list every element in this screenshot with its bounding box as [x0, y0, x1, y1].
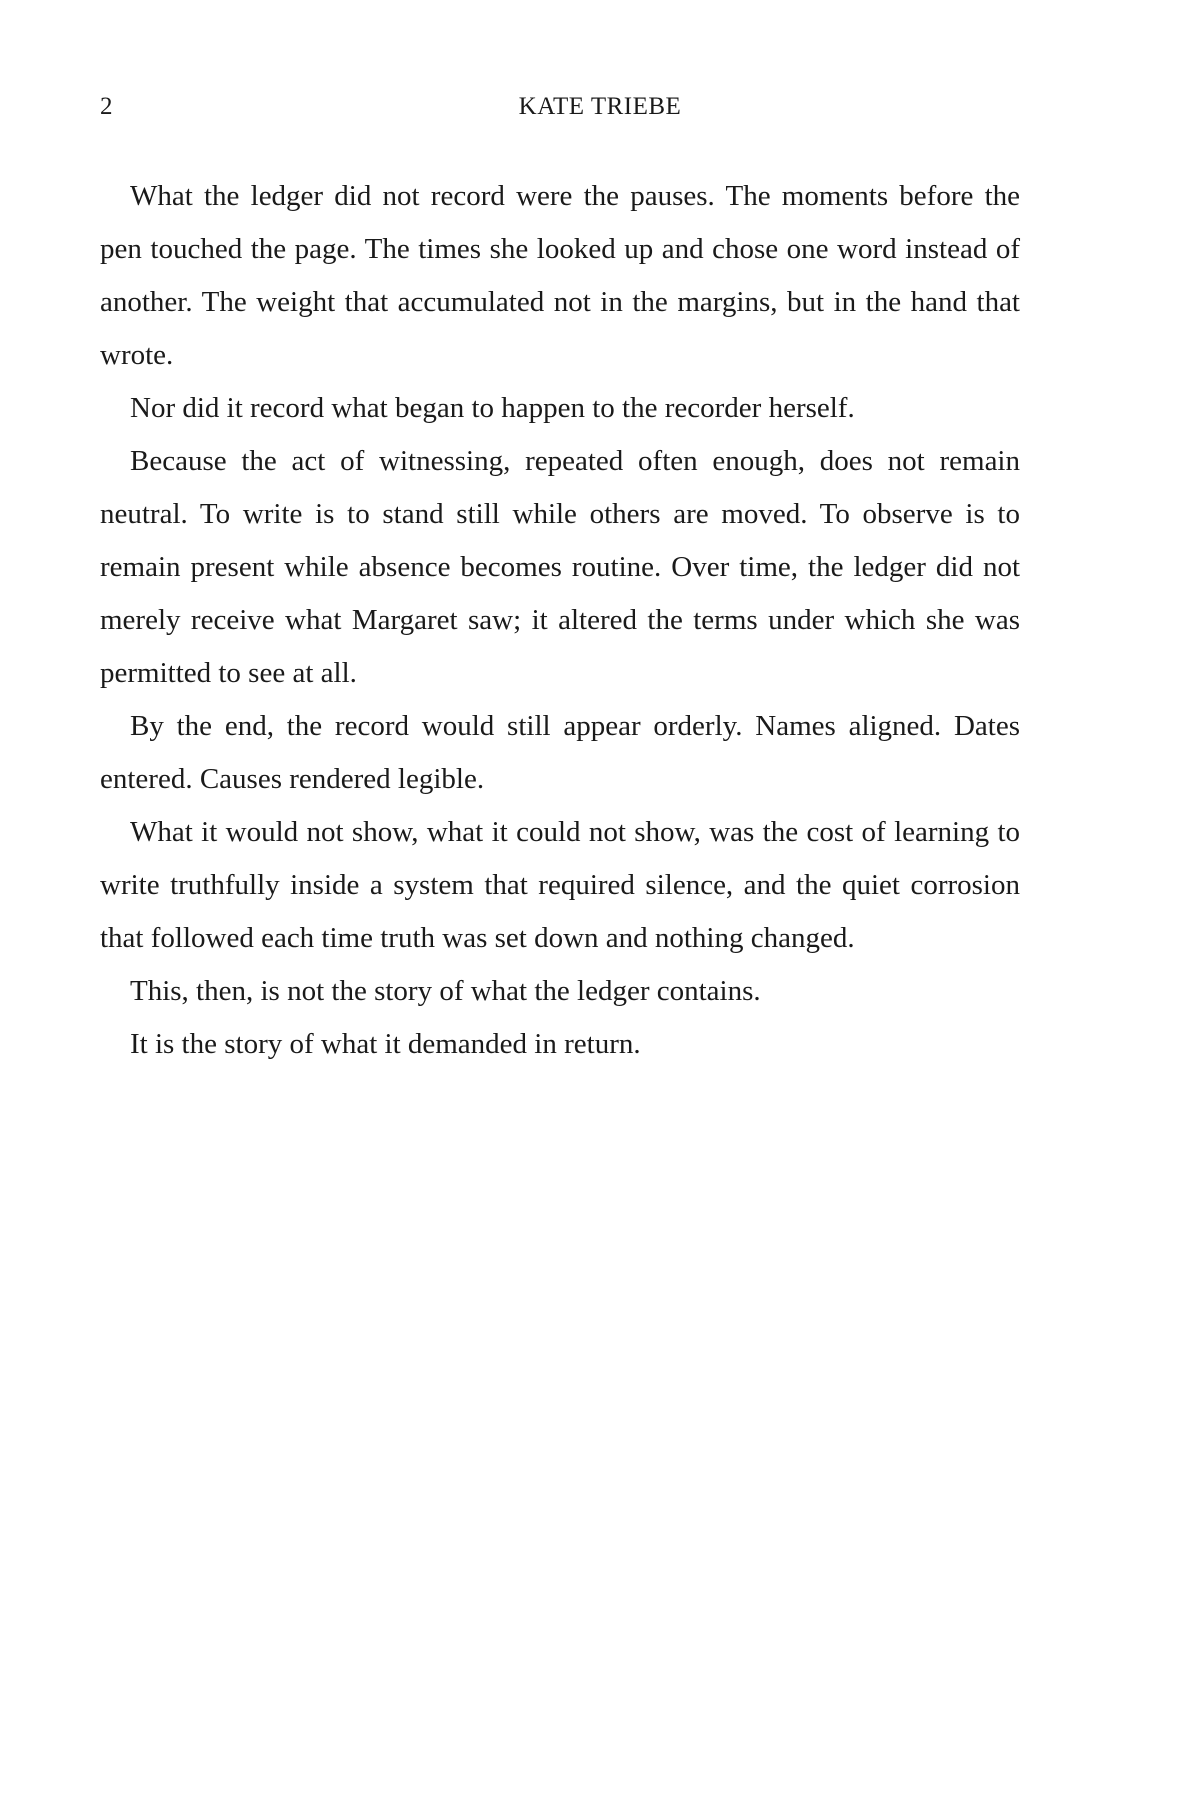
paragraph: This, then, is not the story of what the ledger contains. [130, 975, 761, 1007]
paragraph: Because the act of witnessing, repeated often enough, does not remain neutral. To write is to stand still while others are moved. To observe is to remain present while absence becomes routine. Over time, the ledger did not merely receive what Margaret saw; it altered the terms under which she was permitted to see at all. [100, 445, 1020, 689]
paragraph: Nor did it record what began to happen to the recorder herself. [130, 392, 855, 424]
body-text [100, 170, 1020, 1071]
paragraph: By the end, the record would still appear orderly. Names aligned. Dates entered. Causes rendered legible. [100, 710, 1020, 795]
paragraph: It is the story of what it demanded in return. [130, 1028, 641, 1060]
paragraph: What the ledger did not record were the pauses. The moments before the pen touched the page. The times she looked up and chose one word instead of another. The weight that accumulated not in the margins, but in the hand that wrote. [100, 180, 1020, 371]
running-head [100, 90, 1100, 124]
page-number: 2 [100, 93, 113, 120]
paragraph: What it would not show, what it could not show, was the cost of learning to write truthfully inside a system that required silence, and the quiet corrosion that followed each time truth was set down and nothing changed. [100, 816, 1020, 954]
author-name: KATE TRIEBE [518, 93, 682, 120]
